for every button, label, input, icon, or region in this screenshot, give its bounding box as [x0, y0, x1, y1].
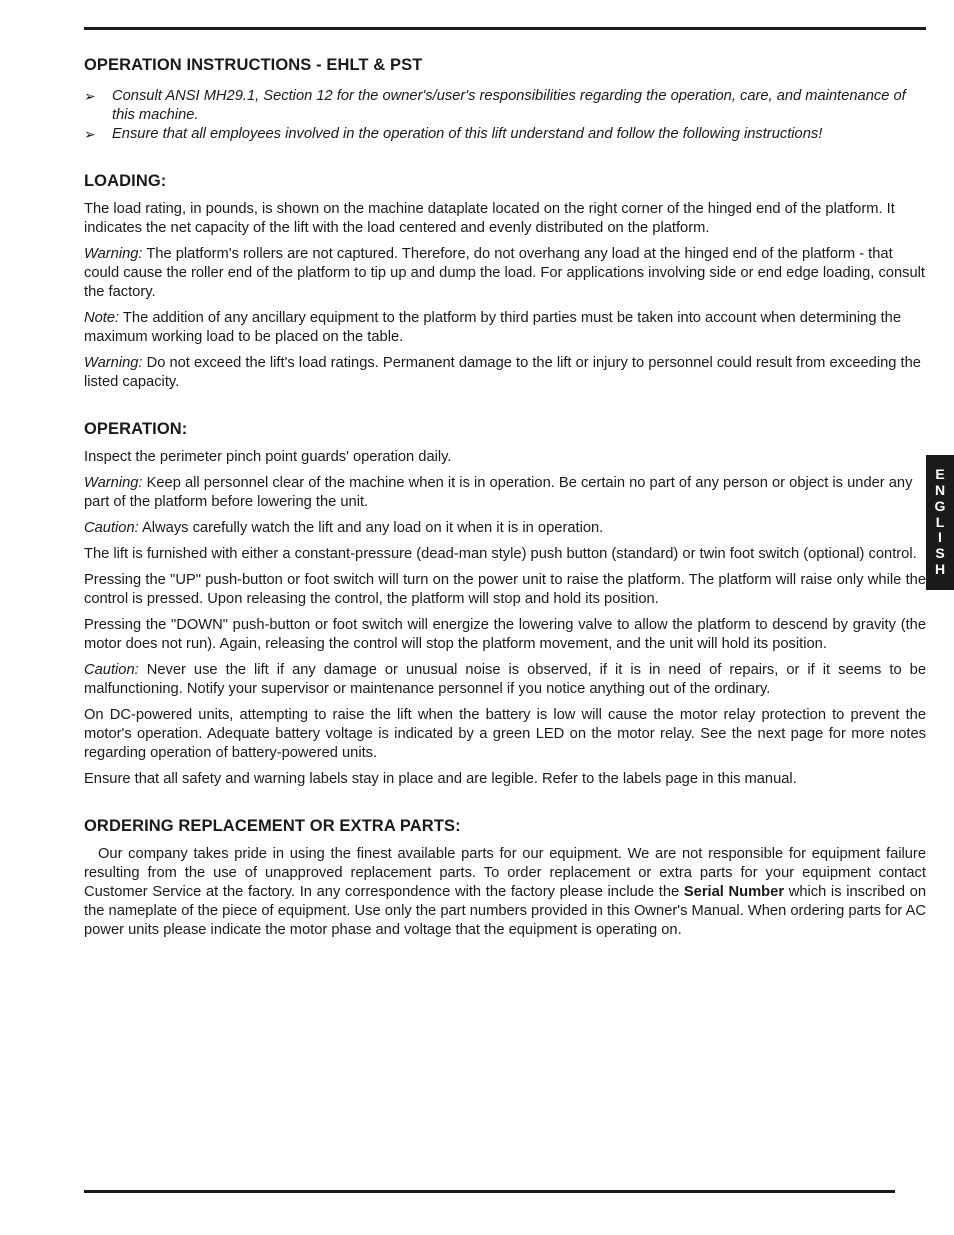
page-title: OPERATION INSTRUCTIONS - EHLT & PST — [84, 56, 423, 74]
tab-letter: N — [934, 482, 946, 498]
operation-paragraph: The lift is furnished with either a constant-pressure (dead-man style) push button (standard) or twin foot switch (optional) control. — [84, 546, 917, 562]
page-content — [84, 56, 926, 947]
loading-warning-2 — [84, 354, 926, 392]
operation-paragraph: Pressing the "UP" push-button or foot switch will turn on the power unit to raise the platform. The platform will raise only while the control is pressed. Upon releasing the control, the platform will stop and hold its position. — [84, 572, 926, 607]
loading-paragraph: The load rating, in pounds, is shown on the machine dataplate located on the right corner of the hinged end of the platform. It indicates the net capacity of the lift with the load centered and evenly distributed on the platform. — [84, 201, 895, 236]
caution-text: Always carefully watch the lift and any load on it when it is in operation. — [138, 520, 604, 536]
warning-text: Do not exceed the lift's load ratings. Permanent damage to the lift or injury to personnel could result from exceeding the listed capacity. — [84, 355, 921, 390]
operation-paragraph: Pressing the "DOWN" push-button or foot switch will energize the lowering valve to allow the platform to descend by gravity (the motor does not run). Again, releasing the control will stop the platform movement, and the unit will hold its position. — [84, 617, 926, 652]
bullet-text: Ensure that all employees involved in the operation of this lift understand and follow the following instructions! — [112, 126, 823, 142]
operation-heading: OPERATION: — [84, 420, 188, 438]
tab-letter: I — [938, 529, 942, 546]
intro-bullets — [84, 87, 926, 144]
loading-heading: LOADING: — [84, 172, 167, 190]
tab-letter: S — [935, 545, 945, 562]
loading-warning-1 — [84, 245, 926, 302]
language-tab-english — [926, 455, 954, 590]
operation-paragraph: On DC-powered units, attempting to raise the lift when the battery is low will cause the motor relay protection to prevent the motor's operation. Adequate battery voltage is indicated by a green LED on the motor relay. See the next page for more notes regarding operation of battery-powered units. — [84, 707, 926, 761]
operation-caution-2 — [84, 661, 926, 699]
caution-text: Never use the lift if any damage or unusual noise is observed, if it is in need of repairs, or if it seems to be malfunctioning. Notify your supervisor or maintenance personnel if you notice anything out of the ordinary. — [84, 662, 926, 697]
operation-warning — [84, 474, 926, 512]
caution-label: Caution: — [84, 662, 139, 678]
operation-caution-1 — [84, 519, 926, 538]
serial-number-emphasis: Serial Number — [683, 884, 785, 900]
tab-letter: H — [934, 560, 946, 577]
operation-paragraph: Ensure that all safety and warning labels stay in place and are legible. Refer to the labels page in this manual. — [84, 771, 797, 787]
note-label: Note: — [84, 310, 120, 326]
operation-paragraph: Inspect the perimeter pinch point guards' operation daily. — [84, 449, 452, 465]
bullet-text: Consult ANSI MH29.1, Section 12 for the owner's/user's responsibilities regarding the operation, care, and maintenance of this machine. — [112, 88, 906, 123]
caution-label: Caution: — [84, 520, 139, 536]
bullet-item — [84, 125, 926, 144]
bottom-rule — [84, 1190, 895, 1193]
bullet-item — [84, 87, 926, 125]
ordering-text-after: which is inscribed on the nameplate of the piece of equipment. Use only the part numbers provided in this Owner's Manual. When ordering parts for AC power units please indicate the motor phase and voltage that the equipment is operating on. — [84, 884, 926, 938]
ordering-text-before: Our company takes pride in using the finest available parts for our equipment. We are not responsible for equipment failure resulting from the use of unapproved replacement parts. To order replacement or extra parts for your equipment contact Customer Service at the factory. In any correspondence with the factory please include the — [84, 846, 926, 900]
warning-text: Keep all personnel clear of the machine when it is in operation. Be certain no part of any person or object is under any part of the platform before lowering the unit. — [84, 475, 913, 510]
warning-label: Warning: — [84, 246, 143, 262]
ordering-heading: ORDERING REPLACEMENT OR EXTRA PARTS: — [84, 817, 461, 835]
note-text: The addition of any ancillary equipment to the platform by third parties must be taken into account when determining the maximum working load to be placed on the table. — [84, 310, 901, 345]
pointing-hand-icon: ➢ — [84, 126, 96, 142]
pointing-hand-icon: ➢ — [84, 88, 96, 104]
tab-letter: L — [935, 513, 945, 530]
tab-letter: E — [935, 466, 945, 483]
top-rule — [84, 27, 926, 30]
loading-note — [84, 309, 926, 347]
warning-label: Warning: — [84, 475, 143, 491]
warning-label: Warning: — [84, 355, 143, 371]
tab-letter: G — [934, 497, 946, 514]
ordering-paragraph — [84, 845, 926, 940]
warning-text: The platform's rollers are not captured. Therefore, do not overhang any load at the hinged end of the platform - that could cause the roller end of the platform to tip up and dump the load. For applications involving side or end edge loading, consult the factory. — [84, 246, 925, 300]
